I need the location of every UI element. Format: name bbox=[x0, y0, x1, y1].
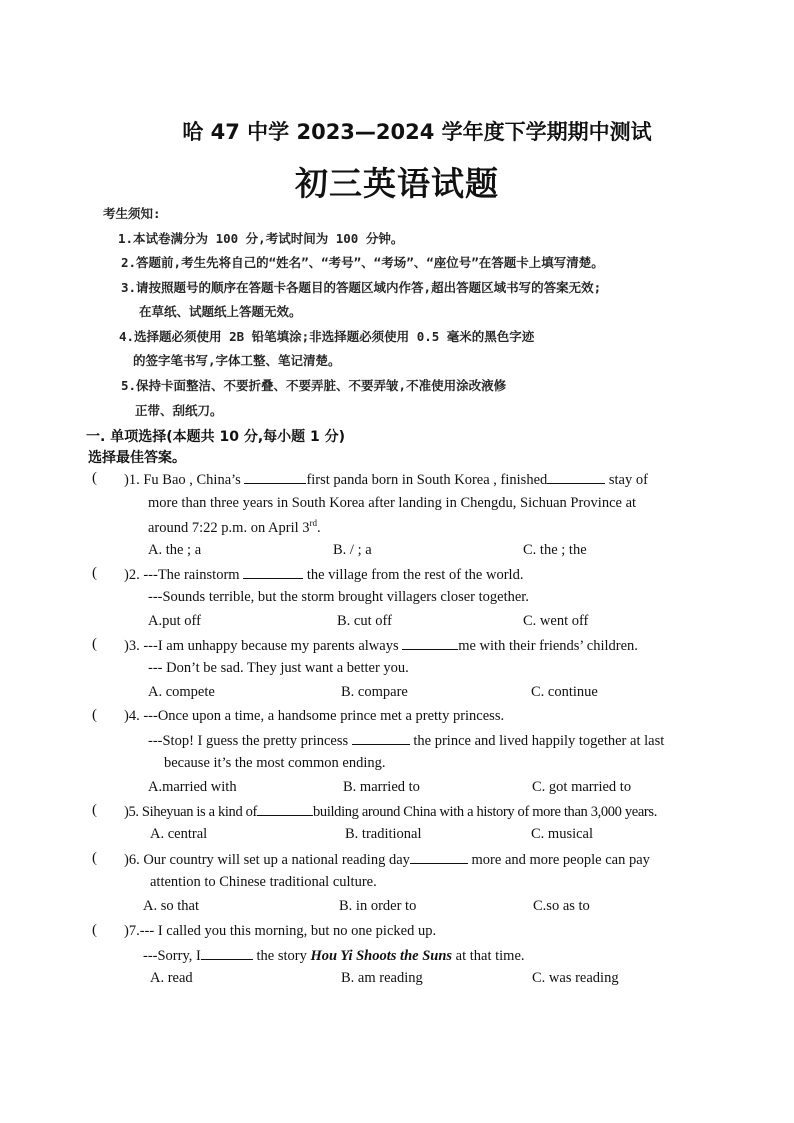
answer-blank bbox=[201, 947, 253, 960]
question-line: )4. ---Once upon a time, a handsome prince met a pretty princess. bbox=[124, 708, 505, 724]
option-a: A. read bbox=[150, 970, 193, 986]
question-text: at that time. bbox=[455, 948, 525, 964]
option-b: B. married to bbox=[343, 779, 420, 795]
notice-item-continued: 的签字笔书写,字体工整、笔记清楚。 bbox=[133, 353, 341, 368]
answer-paren: ( bbox=[92, 850, 97, 866]
question-line bbox=[124, 566, 523, 584]
question-line bbox=[143, 947, 525, 965]
question-text: ---Stop! I guess the pretty princess bbox=[148, 733, 349, 749]
exam-subject-title: 初三英语试题 bbox=[295, 164, 499, 203]
answer-blank bbox=[352, 732, 410, 745]
option-a: A. the ; a bbox=[148, 542, 202, 558]
notice-item-continued: 在草纸、试题纸上答题无效。 bbox=[139, 304, 302, 319]
question-text: the story bbox=[256, 948, 307, 964]
answer-blank bbox=[547, 471, 605, 484]
option-c: C. continue bbox=[531, 684, 598, 700]
superscript: rd bbox=[309, 518, 318, 528]
question-text: stay of bbox=[608, 472, 648, 488]
question-text: the prince and lived happily together at last bbox=[413, 733, 665, 749]
option-b: B. cut off bbox=[337, 613, 392, 629]
notice-item: 2.答题前,考生先将自己的“姓名”、“考号”、“考场”、“座位号”在答题卡上填写清楚。 bbox=[121, 255, 604, 270]
question-text: )3. ---I am unhappy because my parents always bbox=[124, 638, 399, 654]
option-c: C. was reading bbox=[532, 970, 619, 986]
question-text: ---Sorry, I bbox=[143, 948, 201, 964]
story-title: Hou Yi Shoots the Suns bbox=[310, 948, 453, 964]
question-text: )6. Our country will set up a national reading day bbox=[124, 852, 410, 868]
question-text: )5. Siheyuan is a kind of bbox=[124, 804, 258, 820]
notice-item: 4.选择题必须使用 2B 铅笔填涂;非选择题必须使用 0.5 毫米的黑色字迹 bbox=[119, 329, 535, 344]
answer-paren: ( bbox=[92, 565, 97, 581]
exam-title: 哈 47 中学 2023—2024 学年度下学期期中测试 bbox=[182, 120, 652, 144]
question-text: )2. ---The rainstorm bbox=[124, 567, 240, 583]
option-a: A. compete bbox=[148, 684, 215, 700]
question-line bbox=[124, 637, 638, 655]
option-a: A.put off bbox=[148, 613, 201, 629]
question-line: attention to Chinese traditional culture. bbox=[150, 874, 377, 890]
answer-paren: ( bbox=[92, 636, 97, 652]
option-a: A. central bbox=[150, 826, 208, 842]
question-line: because it’s the most common ending. bbox=[164, 755, 386, 771]
question-line: )7.--- I called you this morning, but no one picked up. bbox=[124, 923, 437, 939]
option-b: B. am reading bbox=[341, 970, 423, 986]
question-text: more and more people can pay bbox=[471, 852, 650, 868]
question-line bbox=[124, 471, 648, 489]
question-line: more than three years in South Korea after landing in Chengdu, Sichuan Province at bbox=[148, 495, 637, 511]
answer-blank bbox=[257, 803, 313, 816]
answer-blank bbox=[243, 566, 303, 579]
answer-paren: ( bbox=[92, 707, 97, 723]
option-b: B. / ; a bbox=[333, 542, 372, 558]
option-b: B. traditional bbox=[345, 826, 422, 842]
notice-item-continued: 正带、刮纸刀。 bbox=[135, 403, 223, 418]
section-instruction: 选择最佳答案。 bbox=[88, 450, 186, 466]
option-b: B. in order to bbox=[339, 898, 417, 914]
option-c: C. musical bbox=[531, 826, 594, 842]
question-line bbox=[148, 518, 321, 537]
section-heading: 一. 单项选择(本题共 10 分,每小题 1 分) bbox=[86, 429, 346, 445]
answer-blank bbox=[410, 851, 468, 864]
question-text: me with their friends’ children. bbox=[458, 638, 638, 654]
option-a: A. so that bbox=[143, 898, 199, 914]
question-text: building around China with a history of more than 3,000 years. bbox=[313, 804, 657, 820]
question-line: ---Sounds terrible, but the storm brought villagers closer together. bbox=[148, 589, 529, 605]
notice-item: 3.请按照题号的顺序在答题卡各题目的答题区域内作答,超出答题区域书写的答案无效; bbox=[121, 280, 602, 295]
notice-item: 5.保持卡面整洁、不要折叠、不要弄脏、不要弄皱,不准使用涂改液修 bbox=[121, 378, 507, 393]
answer-blank bbox=[402, 637, 458, 650]
question-line: --- Don’t be sad. They just want a better you. bbox=[148, 660, 409, 676]
option-b: B. compare bbox=[341, 684, 408, 700]
option-c: C. went off bbox=[523, 613, 589, 629]
option-a: A.married with bbox=[148, 779, 237, 795]
question-line bbox=[148, 732, 664, 750]
answer-blank bbox=[244, 471, 306, 484]
question-text: around 7:22 p.m. on April 3 bbox=[148, 519, 310, 536]
option-c: C. got married to bbox=[532, 779, 632, 795]
question-text: first panda born in South Korea , finished bbox=[306, 472, 548, 488]
question-text: . bbox=[317, 519, 321, 536]
question-text: )1. Fu Bao , China’s bbox=[124, 472, 241, 488]
question-line bbox=[124, 803, 657, 821]
answer-paren: ( bbox=[92, 802, 97, 818]
notice-item: 1.本试卷满分为 100 分,考试时间为 100 分钟。 bbox=[118, 231, 404, 246]
question-line bbox=[124, 851, 650, 869]
option-c: C. the ; the bbox=[523, 542, 587, 558]
question-text: the village from the rest of the world. bbox=[306, 567, 524, 583]
notice-heading: 考生须知: bbox=[103, 206, 161, 221]
answer-paren: ( bbox=[92, 922, 97, 938]
answer-paren: ( bbox=[92, 470, 97, 486]
option-c: C.so as to bbox=[533, 898, 590, 914]
